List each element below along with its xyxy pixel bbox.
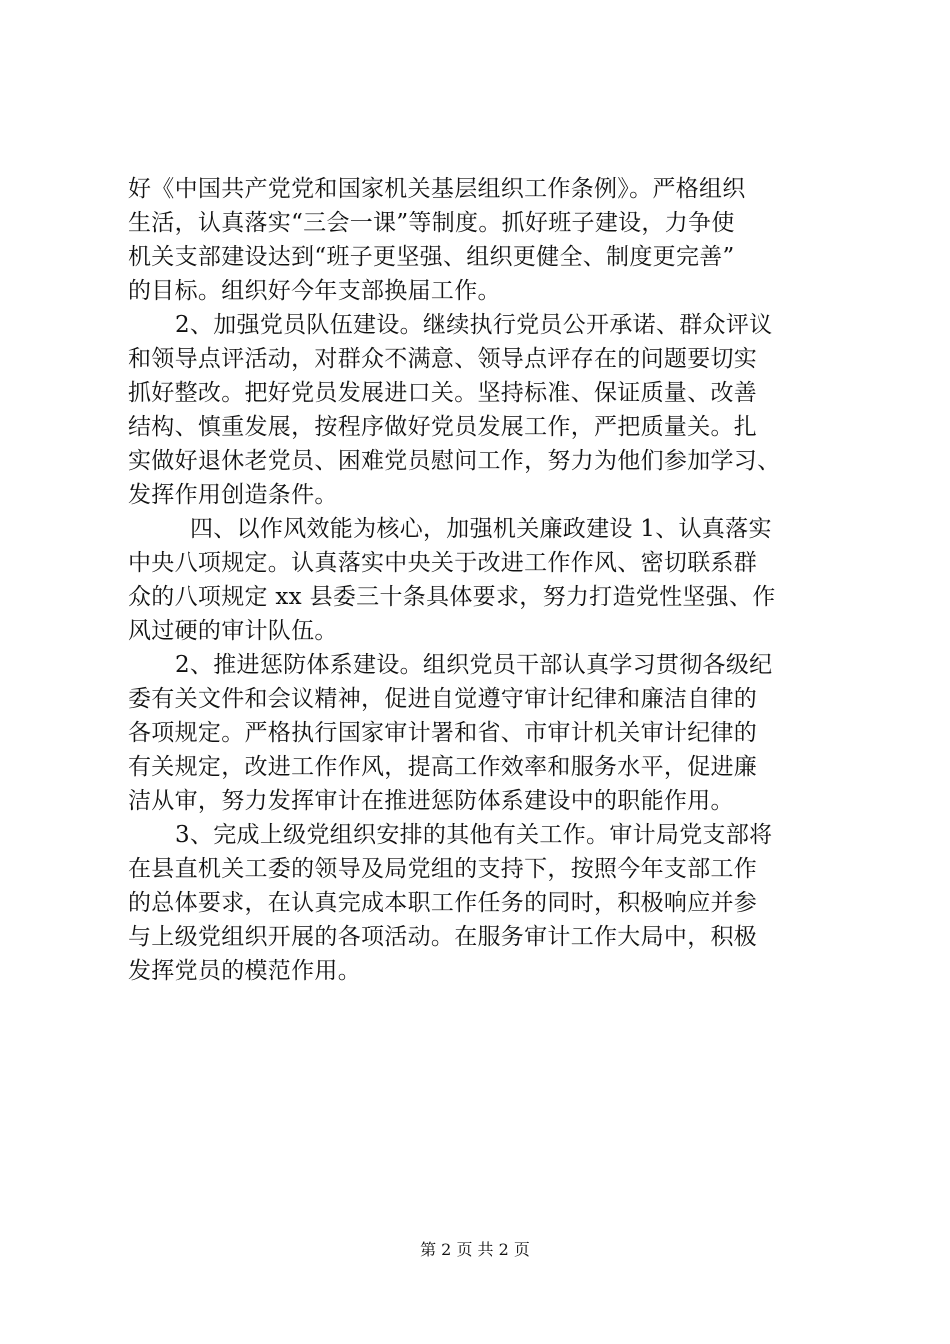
text-line: 和领导点评活动，对群众不满意、领导点评存在的问题要切实: [128, 346, 758, 372]
text-line: 洁从审，努力发挥审计在推进惩防体系建设中的职能作用。: [128, 788, 734, 814]
text-line: 众的八项规定 xx 县委三十条具体要求，努力打造党性坚强、作: [128, 584, 776, 610]
text-line: 风过硬的审计队伍。: [128, 618, 338, 644]
paragraph-start-line: 2、推进惩防体系建设。组织党员干部认真学习贯彻各级纪: [175, 652, 773, 678]
text-line: 的目标。组织好今年支部换届工作。: [128, 278, 501, 304]
section-heading-line: 四、以作风效能为核心，加强机关廉政建设 1、认真落实: [190, 516, 772, 542]
paragraph-start-line: 2、加强党员队伍建设。继续执行党员公开承诺、群众评议: [175, 312, 773, 338]
text-line: 各项规定。严格执行国家审计署和省、市审计机关审计纪律的: [128, 720, 758, 746]
text-line: 的总体要求，在认真完成本职工作任务的同时，积极响应并参: [128, 890, 758, 916]
text-line: 在县直机关工委的领导及局党组的支持下，按照今年支部工作: [128, 856, 758, 882]
paragraph-start-line: 3、完成上级党组织安排的其他有关工作。审计局党支部将: [175, 822, 773, 848]
text-line: 机关支部建设达到“班子更坚强、组织更健全、制度更完善”: [128, 244, 735, 270]
text-line: 好《中国共产党党和国家机关基层组织工作条例》。严格组织: [128, 176, 746, 202]
page-number: 第 2 页 共 2 页: [420, 1240, 530, 1259]
text-line: 抓好整改。把好党员发展进口关。坚持标准、保证质量、改善: [128, 380, 758, 406]
text-line: 发挥党员的模范作用。: [128, 958, 361, 984]
text-line: 结构、慎重发展，按程序做好党员发展工作，严把质量关。扎: [128, 414, 758, 440]
document-body: [128, 172, 838, 988]
text-line: 实做好退休老党员、困难党员慰问工作，努力为他们参加学习、: [128, 448, 781, 474]
page-footer: [0, 1240, 950, 1260]
text-line: 发挥作用创造条件。: [128, 482, 338, 508]
text-line: 委有关文件和会议精神，促进自觉遵守审计纪律和廉洁自律的: [128, 686, 758, 712]
text-line: 中央八项规定。认真落实中央关于改进工作作风、密切联系群: [128, 550, 758, 576]
text-line: 有关规定，改进工作作风，提高工作效率和服务水平，促进廉: [128, 754, 758, 780]
text-line: 生活，认真落实“三会一课”等制度。抓好班子建设，力争使: [128, 210, 735, 236]
text-line: 与上级党组织开展的各项活动。在服务审计工作大局中，积极: [128, 924, 758, 950]
